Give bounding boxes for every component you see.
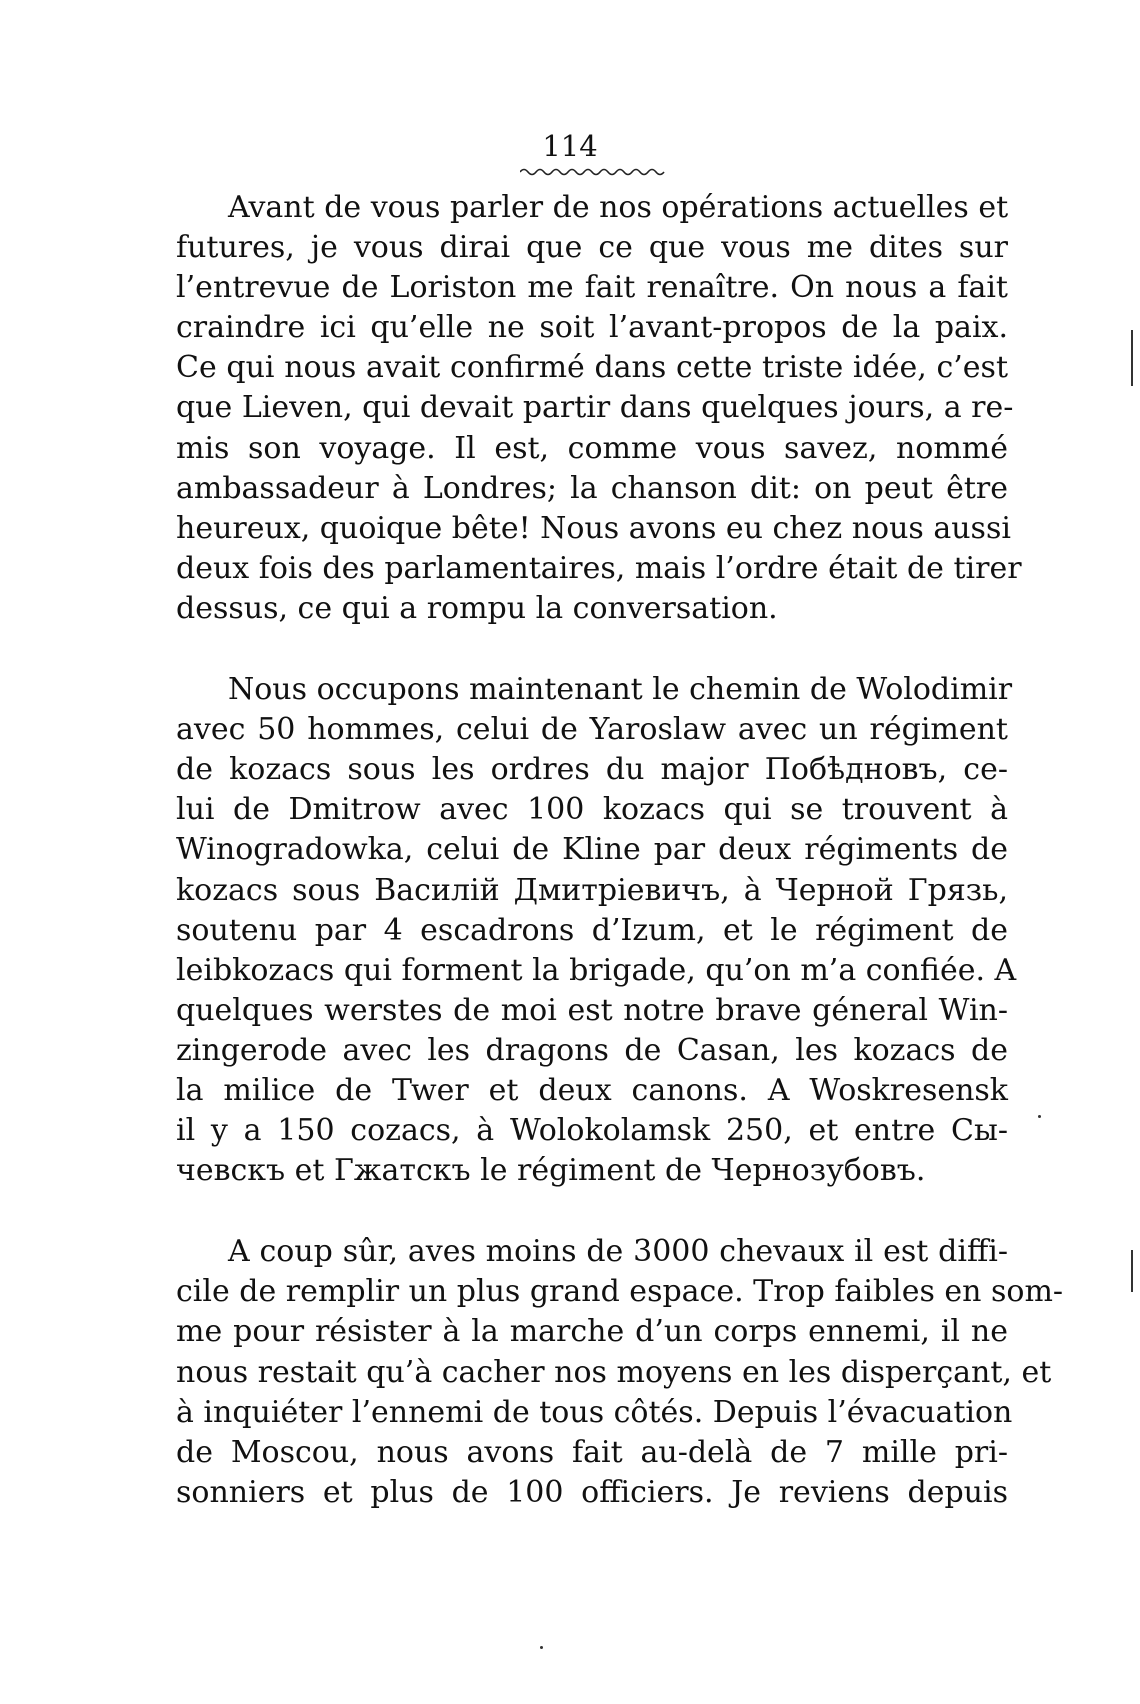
text-line: Winogradowka, celui de Kline par deux régiments de (176, 832, 1008, 868)
text-line: ambassadeur à Londres; la chanson dit: on peut être (176, 470, 1008, 506)
text-line: cile de remplir un plus grand espace. Trop faibles en som- (176, 1274, 1064, 1310)
page-number: 114 (542, 129, 598, 163)
text-line: zingerode avec les dragons de Casan, les kozacs de (176, 1032, 1008, 1068)
paragraph-1 (176, 188, 1022, 629)
scan-mark (1131, 330, 1133, 386)
scan-dot (540, 1646, 543, 1649)
scan-mark (1131, 1250, 1133, 1292)
paragraph-3 (176, 1232, 1064, 1513)
scan-dot (1038, 1115, 1041, 1118)
text-line: avec 50 hommes, celui de Yaroslaw avec un régiment (176, 712, 1008, 748)
text-line: de kozacs sous les ordres du major Побѣдновъ, ce- (176, 752, 1008, 788)
text-line: Avant de vous parler de nos opérations actuelles et (228, 190, 1009, 225)
page-number-ornament (520, 166, 665, 178)
body-text (176, 188, 1064, 1513)
text-line: nous restait qu’à cacher nos moyens en les disperçant, et (176, 1354, 1052, 1390)
text-line: craindre ici qu’elle ne soit l’avant-propos de la paix. (176, 310, 1008, 346)
text-line: mis son voyage. Il est, comme vous savez, nommé (176, 430, 1008, 466)
text-line: futures, je vous dirai que ce que vous me dites sur (176, 230, 1008, 266)
text-line: Ce qui nous avait confirmé dans cette triste idée, c’est (176, 350, 1008, 386)
text-line: la milice de Twer et deux canons. A Woskresensk (176, 1072, 1008, 1108)
text-line: lui de Dmitrow avec 100 kozacs qui se trouvent à (176, 792, 1008, 828)
text-line: A coup sûr, aves moins de 3000 chevaux il est diffi- (228, 1234, 1008, 1270)
text-line: чевскъ et Гжатскъ le régiment de Чернозубовъ. (176, 1153, 926, 1189)
text-line: quelques werstes de moi est notre brave géneral Win- (176, 992, 1008, 1028)
text-line: l’entrevue de Loriston me fait renaître. On nous a fait (176, 270, 1008, 306)
text-line: Nous occupons maintenant le chemin de Wolodimir (228, 672, 1013, 708)
text-line: dessus, ce qui a rompu la conversation. (176, 590, 778, 626)
text-line: leibkozacs qui forment la brigade, qu’on m’a confiée. A (176, 952, 1017, 988)
paragraph-2 (176, 670, 1017, 1191)
text-line: soutenu par 4 escadrons d’Izum, et le régiment de (176, 912, 1008, 948)
text-line: deux fois des parlamentaires, mais l’ordre était de tirer (176, 550, 1022, 586)
text-line: de Moscou, nous avons fait au-delà de 7 mille pri- (176, 1434, 1008, 1470)
text-line: à inquiéter l’ennemi de tous côtés. Depuis l’évacuation (176, 1394, 1013, 1430)
text-line: kozacs sous Василій Дмитріевичъ, à Черной Грязь, (176, 872, 1008, 908)
text-line: il y a 150 cozacs, à Wolokolamsk 250, et entre Сы- (176, 1113, 1008, 1149)
text-line: heureux, quoique bête! Nous avons eu chez nous aussi (176, 510, 1011, 546)
text-line: me pour résister à la marche d’un corps ennemi, il ne (176, 1314, 1008, 1350)
text-line: sonniers et plus de 100 officiers. Je reviens depuis (176, 1474, 1008, 1510)
text-line: que Lieven, qui devait partir dans quelques jours, a re- (176, 390, 1014, 426)
